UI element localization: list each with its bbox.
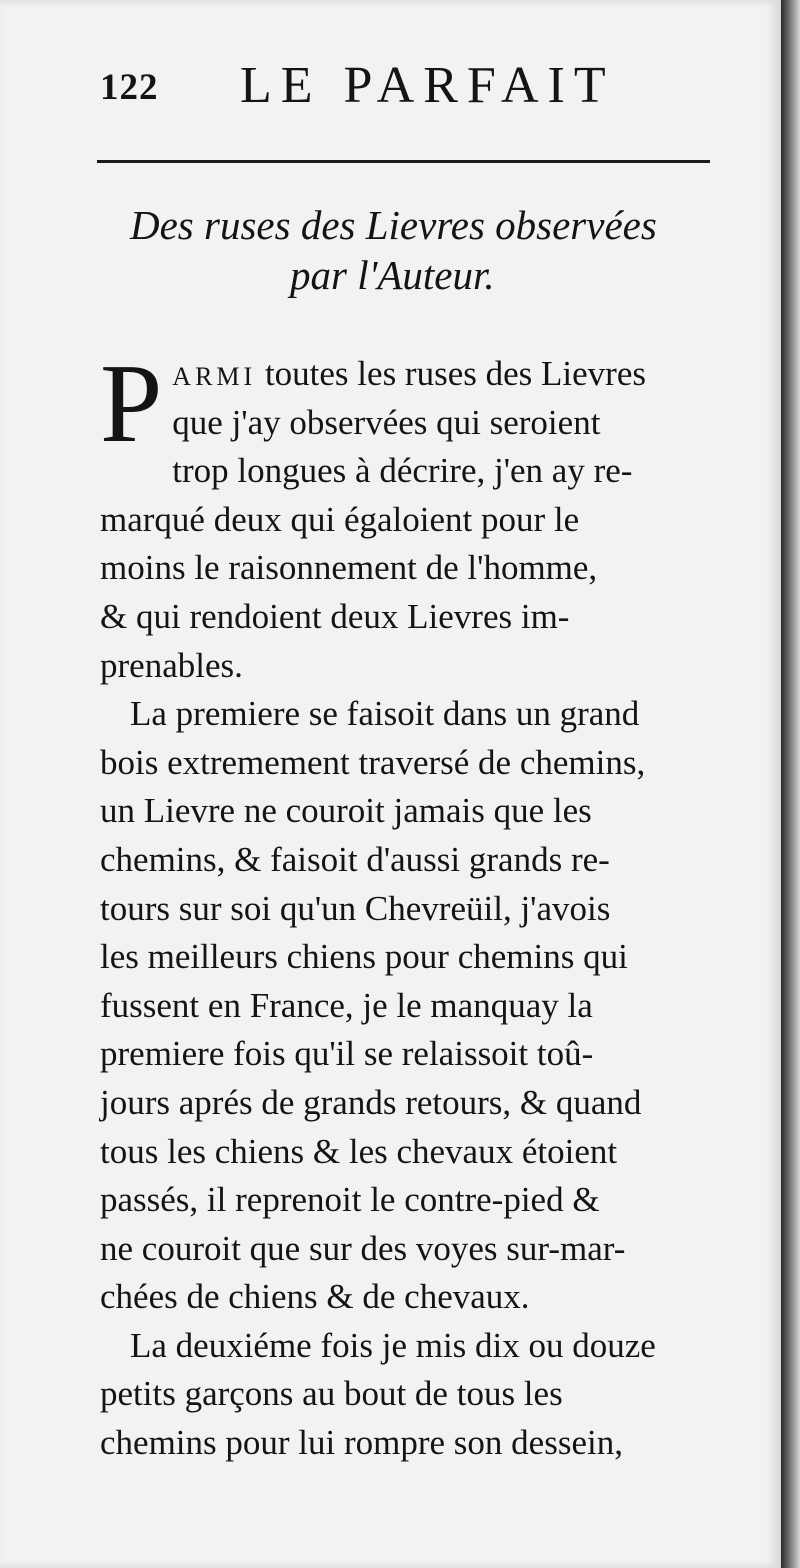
text-line: petits garçons au bout de tous les	[100, 1374, 563, 1414]
text-line: que j'ay observées qui seroient	[172, 402, 601, 442]
text-line: La premiere se faisoit dans un grand	[130, 694, 640, 734]
section-title	[90, 200, 780, 300]
drop-cap: P	[100, 342, 163, 466]
text-line: jours aprés de grands retours, & quand	[100, 1082, 642, 1122]
text-line: les meilleurs chiens pour chemins qui	[100, 937, 628, 977]
paragraph-2	[100, 690, 760, 1322]
section-title-line-1: Des ruses des Lievres observées	[130, 202, 657, 248]
text-line: premiere fois qu'il se relaissoit toû-	[100, 1034, 594, 1074]
page-number: 122	[100, 67, 159, 108]
text-line: bois extremement traversé de chemins,	[100, 742, 646, 782]
page-edge-shadow	[781, 0, 800, 1568]
header-rule	[97, 160, 710, 163]
text-line: chemins pour lui rompre son dessein,	[100, 1423, 623, 1463]
section-title-line-2: par l'Auteur.	[290, 252, 495, 298]
small-caps-word: ARMI	[172, 362, 257, 391]
page-header	[100, 52, 710, 112]
text-line: marqué deux qui égaloient pour le	[100, 499, 580, 539]
text-line: trop longues à décrire, j'en ay re-	[172, 451, 633, 491]
text-line: passés, il reprenoit le contre-pied &	[100, 1180, 600, 1220]
text-line: tous les chiens & les chevaux étoient	[100, 1131, 618, 1171]
text-line-part: toutes les ruses des Lievres	[256, 354, 646, 393]
text-line: chées de chiens & de chevaux.	[100, 1277, 530, 1317]
text-line: un Lievre ne couroit jamais que les	[100, 791, 592, 831]
text-line: & qui rendoient deux Lievres im-	[100, 596, 570, 636]
paragraph-1	[100, 342, 760, 690]
text-line: ne couroit que sur des voyes sur-mar-	[100, 1228, 626, 1268]
text-line: prenables.	[100, 645, 243, 685]
text-line: moins le raisonnement de l'homme,	[100, 548, 598, 588]
text-line: La deuxiéme fois je mis dix ou douze	[130, 1325, 656, 1365]
text-line: tours sur soi qu'un Chevreüil, j'avois	[100, 888, 611, 928]
text-line: chemins, & faisoit d'aussi grands re-	[100, 839, 610, 879]
paragraph-3	[100, 1322, 760, 1468]
text-line: fussent en France, je le manquay la	[100, 985, 593, 1025]
text-line	[100, 350, 760, 399]
body-text	[100, 342, 760, 1468]
running-head: LE PARFAIT	[240, 57, 615, 114]
